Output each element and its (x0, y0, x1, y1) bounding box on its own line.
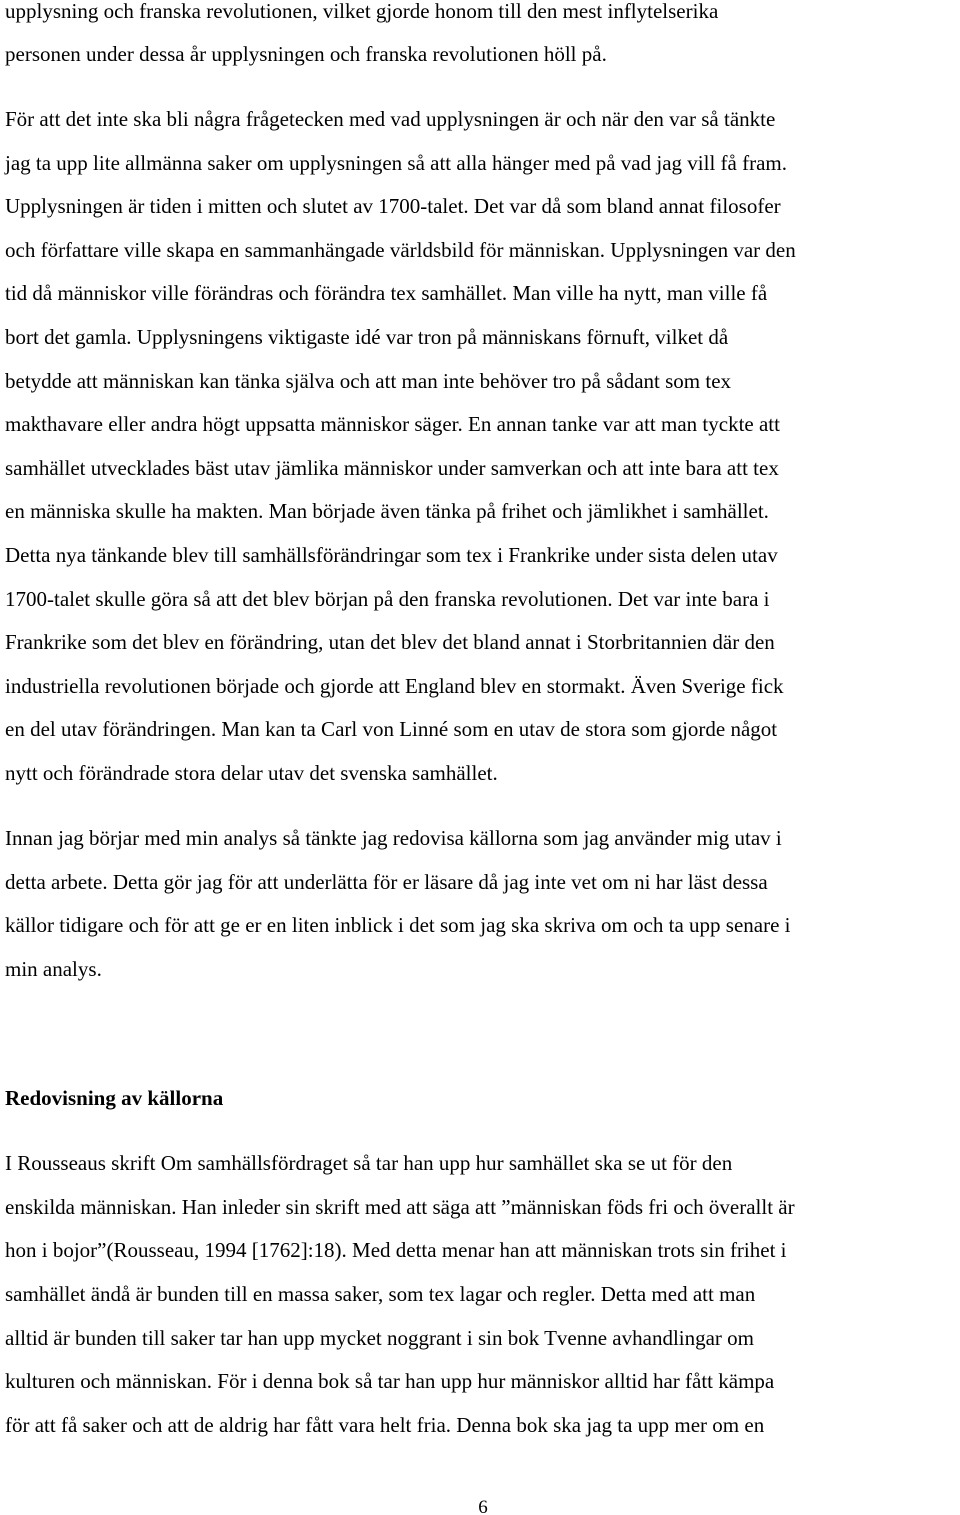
text-line: Detta nya tänkande blev till samhällsförändringar som tex i Frankrike under sista delen utav (5, 543, 778, 567)
section-heading: Redovisning av källorna (5, 1086, 224, 1110)
text-line: Innan jag börjar med min analys så tänkte jag redovisa källorna som jag använder mig utav i (5, 826, 782, 850)
text-line: makthavare eller andra högt uppsatta människor säger. En annan tanke var att man tyckte att (5, 412, 780, 436)
text-line: samhället ändå är bunden till en massa saker, som tex lagar och regler. Detta med att man (5, 1282, 756, 1306)
text-line: personen under dessa år upplysningen och franska revolutionen höll på. (5, 42, 607, 66)
text-line: källor tidigare och för att ge er en liten inblick i det som jag ska skriva om och ta upp senare i (5, 913, 791, 937)
text-line: industriella revolutionen började och gjorde att England blev en stormakt. Även Sverige fick (5, 674, 784, 698)
text-line: För att det inte ska bli några frågetecken med vad upplysningen är och när den var så tänkte (5, 107, 776, 131)
text-line: en del utav förändringen. Man kan ta Carl von Linné som en utav de stora som gjorde något (5, 717, 778, 741)
text-line: samhället utvecklades bäst utav jämlika människor under samverkan och att inte bara att tex (5, 456, 779, 480)
text-line: alltid är bunden till saker tar han upp mycket noggrant i sin bok Tvenne avhandlingar om (5, 1326, 755, 1350)
text-line: bort det gamla. Upplysningens viktigaste idé var tron på människans förnuft, vilket då (5, 325, 729, 349)
text-line: min analys. (5, 957, 102, 981)
text-line: Frankrike som det blev en förändring, utan det blev det bland annat i Storbritannien där den (5, 630, 775, 654)
text-line: Upplysningen är tiden i mitten och slutet av 1700-talet. Det var då som bland annat filosofer (5, 194, 781, 218)
text-line: I Rousseaus skrift Om samhällsfördraget så tar han upp hur samhället ska se ut för den (5, 1151, 733, 1175)
text-line: och författare ville skapa en sammanhängade världsbild för människan. Upplysningen var den (5, 238, 796, 262)
text-line: för att få saker och att de aldrig har fått vara helt fria. Denna bok ska jag ta upp mer om en (5, 1413, 765, 1437)
page-number: 6 (478, 1497, 488, 1515)
text-line: kulturen och människan. För i denna bok så tar han upp hur människor alltid har fått kämpa (5, 1369, 775, 1393)
text-line: tid då människor ville förändras och förändra tex samhället. Man ville ha nytt, man ville få (5, 281, 768, 305)
text-line: en människa skulle ha makten. Man började även tänka på frihet och jämlikhet i samhället. (5, 499, 769, 523)
text-line: detta arbete. Detta gör jag för att underlätta för er läsare då jag inte vet om ni har läst dessa (5, 870, 768, 894)
text-line: enskilda människan. Han inleder sin skrift med att säga att ”människan föds fri och överallt är (5, 1195, 795, 1219)
text-line: betydde att människan kan tänka själva och att man inte behöver tro på sådant som tex (5, 369, 732, 393)
text-line: hon i bojor”(Rousseau, 1994 [1762]:18). Med detta menar han att människan trots sin frihet i (5, 1238, 787, 1262)
text-line: jag ta upp lite allmänna saker om upplysningen så att alla hänger med på vad jag vill få fram. (5, 151, 787, 175)
text-line: upplysning och franska revolutionen, vilket gjorde honom till den mest inflytelserika (5, 0, 719, 23)
text-line: 1700-talet skulle göra så att det blev början på den franska revolutionen. Det var inte bara i (5, 587, 770, 611)
text-line: nytt och förändrade stora delar utav det svenska samhället. (5, 761, 498, 785)
